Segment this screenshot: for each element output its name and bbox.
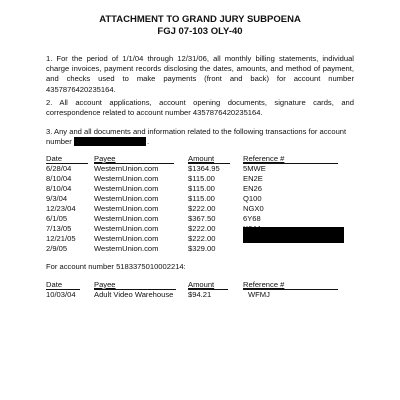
row-date: 10/03/04 [46,290,76,299]
row-amount: $367.50 [188,214,216,223]
row-amount: $115.00 [188,194,215,203]
row-amount: $94.21 [188,290,212,299]
row-payee: Adult Video Warehouse [94,290,174,299]
row-reference: WFMJ [248,290,270,299]
table-1-header-amount: Amount [188,154,215,163]
table-row [0,184,400,194]
row-date: 2/9/05 [46,244,68,253]
row-reference: 5MWE [243,164,266,173]
row-payee: WesternUnion.com [94,194,159,203]
table-2-header-reference: Reference # [243,280,285,289]
row-payee: WesternUnion.com [94,174,159,183]
row-payee: WesternUnion.com [94,184,159,193]
row-date: 6/28/04 [46,164,72,173]
row-payee: WesternUnion.com [94,164,159,173]
row-amount: $1364.95 [188,164,220,173]
row-amount: $115.00 [188,174,215,183]
row-payee: WesternUnion.com [94,244,159,253]
redaction-box-references [243,227,344,243]
paragraph-3-line-1: 3. Any and all documents and information related to the following transactions for account [46,127,347,136]
table-2-header-payee: Payee [94,280,116,289]
paragraph-2: 2. All account applications, account opening documents, signature cards, and correspondence related to account number 4357876420235164. [46,98,354,118]
table-1-header-reference: Reference # [243,154,285,163]
row-reference: EN26 [243,184,262,193]
row-date: 6/1/05 [46,214,68,223]
table-2-header-amount: Amount [188,280,215,289]
table-row [0,214,400,224]
row-amount: $222.00 [188,224,216,233]
row-payee: WesternUnion.com [94,204,159,213]
row-date: 8/10/04 [46,174,72,183]
row-date: 7/13/05 [46,224,72,233]
paragraph-3-period: . [147,137,150,146]
table-1-header-date: Date [46,154,63,163]
document-subtitle: FGJ 07-103 OLY-40 [157,26,243,37]
row-date: 9/3/04 [46,194,68,203]
row-amount: $222.00 [188,204,216,213]
row-reference: EN2E [243,174,263,183]
table-row [0,290,400,300]
table-row [0,174,400,184]
row-amount: $222.00 [188,234,216,243]
row-amount: $329.00 [188,244,216,253]
table-row [0,244,400,254]
row-payee: WesternUnion.com [94,234,159,243]
row-amount: $115.00 [188,184,215,193]
table-row [0,194,400,204]
row-date: 8/10/04 [46,184,72,193]
paragraph-3-line-2 [46,137,72,147]
redaction-box-account [74,137,146,146]
row-reference: 6Y68 [243,214,261,223]
account-2-label: For account number 5183375010002214: [46,262,186,271]
table-2-header-date: Date [46,280,63,289]
table-1-header-payee: Payee [94,154,116,163]
paragraph-1: 1. For the period of 1/1/04 through 12/31/06, all monthly billing statements, individual charge invoices, payment records disclosing the dates, amounts, and method of payment, and checks used to make payments (front and back) for account number 4357876420235164. [46,54,354,94]
row-reference: Q100 [243,194,262,203]
table-row [0,204,400,214]
row-date: 12/23/04 [46,204,76,213]
row-reference: NGX0 [243,204,264,213]
row-date: 12/21/05 [46,234,76,243]
table-row [0,164,400,174]
row-payee: WesternUnion.com [94,214,159,223]
document-title: ATTACHMENT TO GRAND JURY SUBPOENA [99,14,301,25]
row-payee: WesternUnion.com [94,224,159,233]
paragraph-3-number-label: number [46,137,72,146]
